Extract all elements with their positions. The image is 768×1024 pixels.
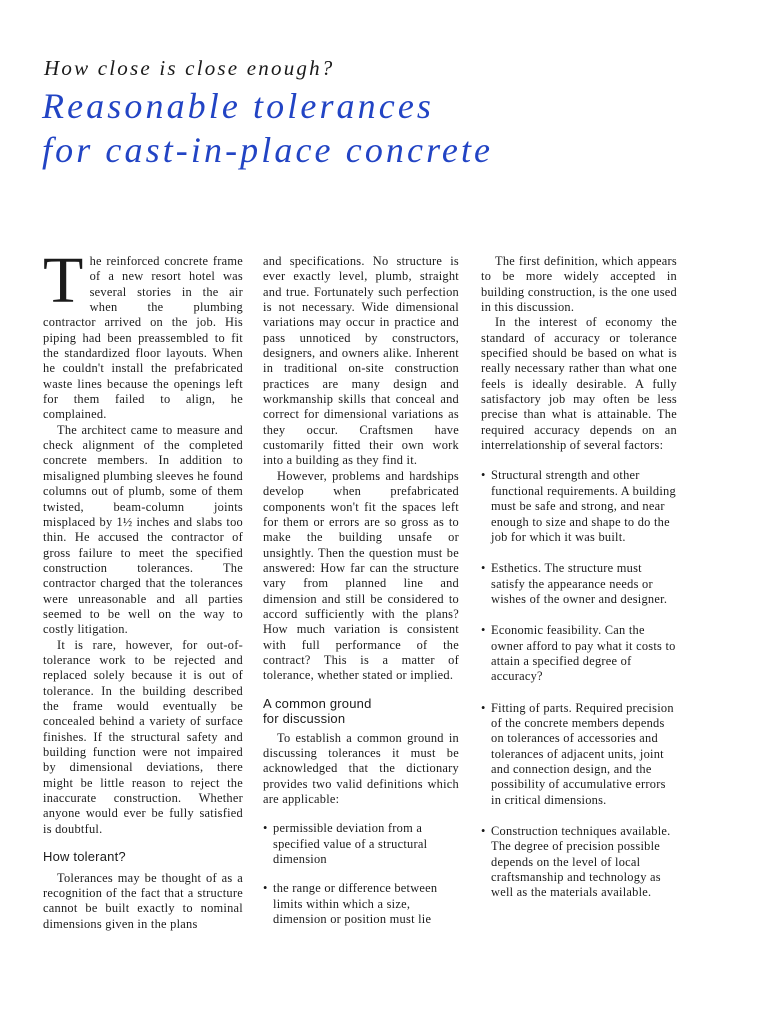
paragraph: The reinforced concrete frame of a new resort hotel was several stories in the air when the plumbing contractor arrived on the job. His piping had been preassembled to fit the standardized floor layouts. When he couldn't install the prefabricated waste lines because the openings left for them failed to align, he complained. xyxy=(43,244,243,422)
definition-list xyxy=(263,821,459,927)
column-3 xyxy=(481,254,677,917)
drop-cap: T xyxy=(43,244,84,317)
list-item: • the range or difference between limits within which a size, dimension or position must lie xyxy=(263,881,438,927)
paragraph: Tolerances may be thought of as a recognition of the fact that a structure cannot be built exactly to nominal dimensions given in the plans xyxy=(43,870,243,931)
list-item: • Construction techniques available. The degree of precision possible depends on the level of local craftsmanship and technology as well as the materials available. xyxy=(481,824,671,900)
paragraph: It is rare, however, for out-of-tolerance work to be rejected and replaced solely because it is out of tolerance. In the building described the frame would eventually be concealed behind a variety of surface finishes. If the structural safety and building function were not impaired by dimensional deviations, there might be little reason to reject the inaccurate construction. Whether anyone would ever be fully satisfied is doubtful. xyxy=(43,637,243,836)
paragraph: The architect came to measure and check alignment of the completed concrete members. In addition to misaligned plumbing sleeves he found columns out of plumb, some of them twisted, beam-column joints misplaced by 1½ inches and slabs too thin. He accused the contractor of gross failure to meet the specified construction tolerances. The contractor charged that the tolerances were unreasonable and all parties seemed to be well on the way to costly litigation. xyxy=(43,422,243,637)
title-line-1: Reasonable tolerances xyxy=(42,86,435,126)
list-item: • Structural strength and other functional requirements. A building must be safe and strong, and near enough to size and shape to do the job for which it was built. xyxy=(481,468,676,544)
title-line-2: for cast-in-place concrete xyxy=(42,130,494,170)
column-1 xyxy=(43,244,243,932)
list-item: • Esthetics. The structure must satisfy the appearance needs or wishes of the owner and designer. xyxy=(481,561,668,606)
article-title xyxy=(42,84,493,172)
paragraph: To establish a common ground in discussing tolerances it must be acknowledged that the dictionary provides two valid definitions which are applicable: xyxy=(263,730,459,806)
paragraph: and specifications. No structure is ever exactly level, plumb, straight and true. Fortunately such perfection is not necessary. Wide dimensional variations may occur in practice and pass unnoticed by constructors, designers, and owners alike. Inherent in traditional on-site construction practices are many design and workmanship skills that conceal and correct for dimensional variations as they occur. Craftsmen have customarily fitted their own work into a building as they find it. xyxy=(263,254,459,468)
factor-list xyxy=(481,468,677,900)
list-item: • Fitting of parts. Required precision of the concrete members depends on tolerances of accessories and tolerances of adjacent units, joint and connection design, and the possibility of accumulative errors in critical dimensions. xyxy=(481,700,674,807)
list-item: • permissible deviation from a specified value of a structural dimension xyxy=(263,821,428,867)
section-heading: How tolerant? xyxy=(43,849,126,865)
paragraph: In the interest of economy the standard of accuracy or tolerance specified should be based on what is really necessary rather than what one feels is ideally desirable. A fully satisfactory job may often be less precise than what is attainable. The required accuracy depends on an interrelationship of several factors: xyxy=(481,315,677,453)
section-heading: A common ground for discussion xyxy=(263,695,372,727)
paragraph: The first definition, which appears to be more widely accepted in building construction, is the one used in this discussion. xyxy=(481,254,677,315)
column-2 xyxy=(263,254,459,941)
paragraph: However, problems and hardships develop when prefabricated components won't fit the spaces left for them or errors are so gross as to make the building unsafe or unsightly. Then the question must be answered: How far can the structure vary from planned line and dimension and still be considered to accord sufficiently with the plans? How much variation is consistent with full performance of the contract? This is a matter of tolerance, whether stated or implied. xyxy=(263,468,459,683)
article-kicker: How close is close enough? xyxy=(44,56,335,80)
list-item: • Economic feasibility. Can the owner afford to pay what it costs to attain a specified degree of accuracy? xyxy=(481,623,676,684)
